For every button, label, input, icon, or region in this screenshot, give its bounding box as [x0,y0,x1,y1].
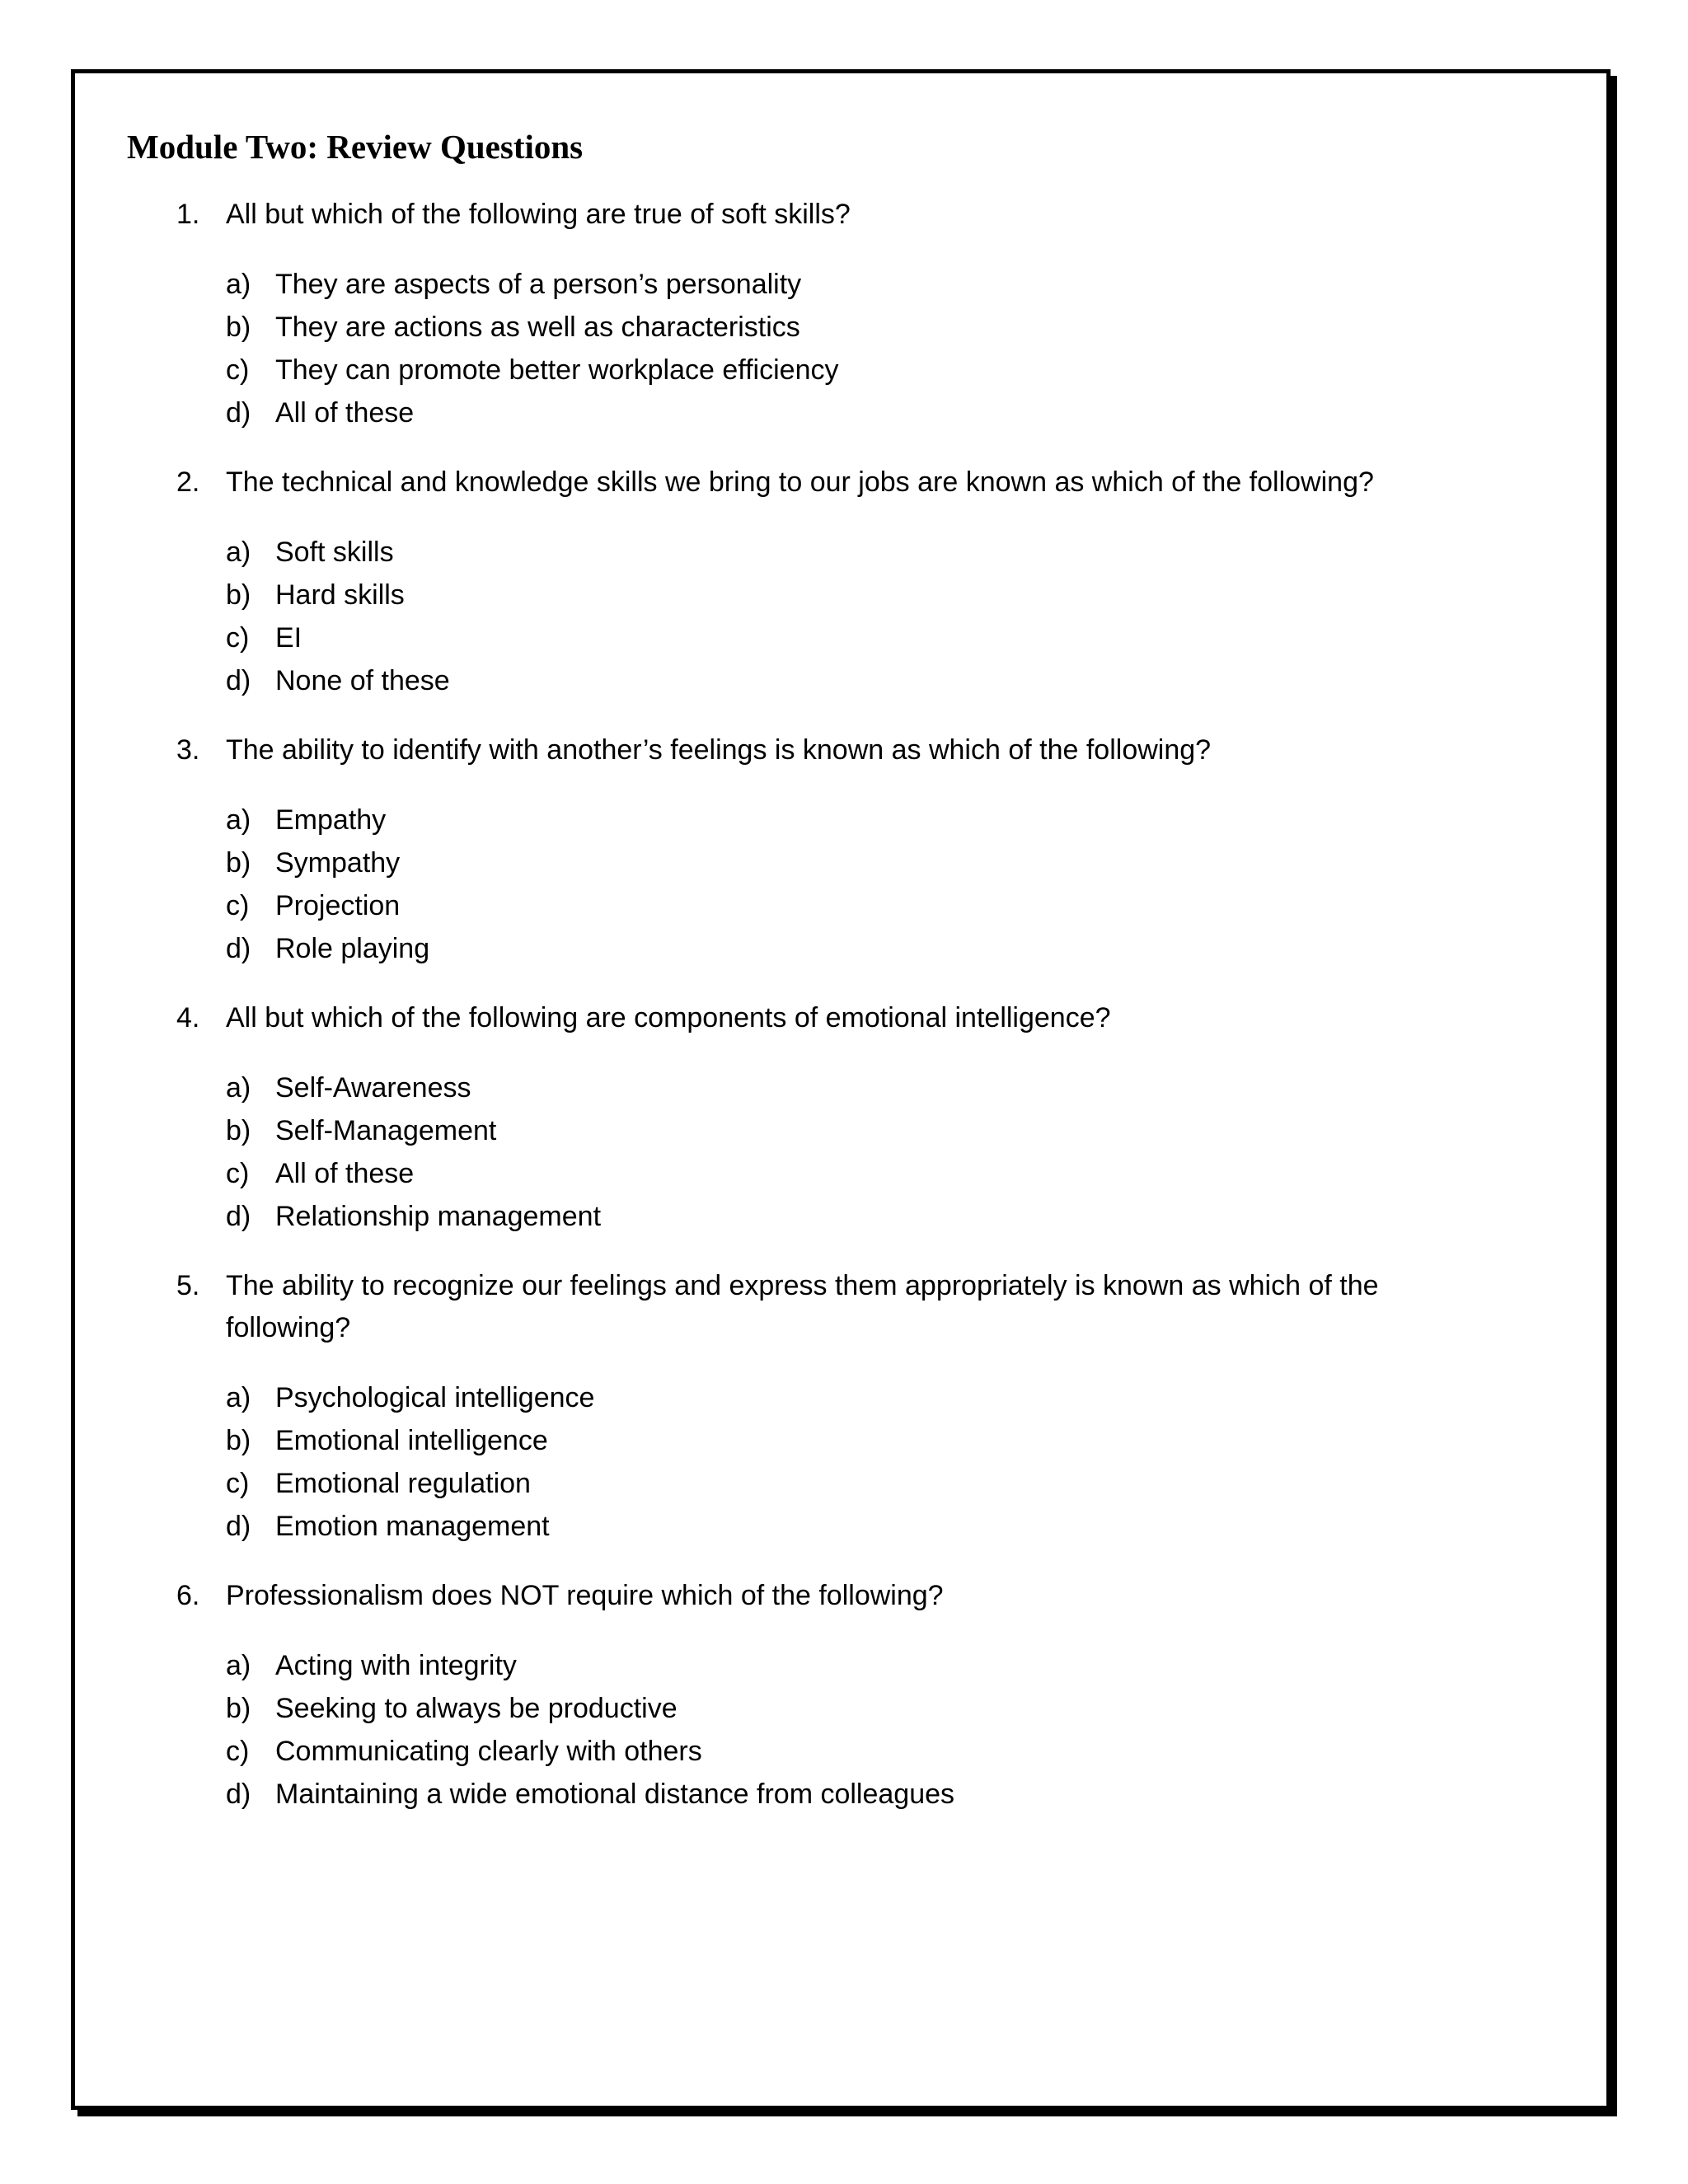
question-3 [176,729,1462,771]
answer-option [226,1687,1462,1730]
option-letter: b) [226,579,251,611]
option-text: Seeking to always be productive [275,1693,678,1724]
option-letter: b) [226,312,251,343]
option-text: Hard skills [275,579,405,611]
answer-options [226,531,1462,702]
option-letter: d) [226,1511,251,1542]
answer-option [226,1109,1462,1152]
question-5 [176,1265,1462,1349]
option-letter: d) [226,1779,251,1810]
option-text: EI [275,622,302,654]
option-letter: d) [226,665,251,696]
option-letter: a) [226,1382,251,1413]
answer-option [226,574,1462,616]
option-text: All of these [275,397,415,429]
option-letter: d) [226,1201,251,1232]
question-number: 6. [176,1580,200,1611]
question-number: 5. [176,1270,200,1301]
question-number: 1. [176,199,200,230]
answer-option [226,659,1462,702]
answer-option [226,884,1462,927]
option-text: Role playing [275,933,430,964]
option-letter: b) [226,847,251,879]
document-content [127,130,1462,1843]
option-text: Emotional regulation [275,1468,531,1499]
option-text: None of these [275,665,450,696]
question-number: 4. [176,1002,200,1033]
option-letter: a) [226,1650,251,1681]
option-text: All of these [275,1158,415,1189]
option-text: They can promote better workplace efficiency [275,354,839,386]
question-text: The ability to recognize our feelings and express them appropriately is known as which of the following? [226,1270,1379,1343]
question-number: 2. [176,466,200,498]
option-text: Projection [275,890,401,921]
option-text: Self-Management [275,1115,497,1146]
option-text: Relationship management [275,1201,602,1232]
question-text: Professionalism does NOT require which of the following? [226,1580,944,1611]
question-text: The technical and knowledge skills we bring to our jobs are known as which of the following? [226,466,1374,498]
option-letter: d) [226,397,251,429]
option-text: Sympathy [275,847,401,879]
answer-option [226,1773,1462,1816]
answer-option [226,841,1462,884]
answer-options [226,799,1462,970]
answer-option [226,927,1462,970]
option-text: They are actions as well as characteristics [275,312,800,343]
answer-option [226,531,1462,574]
option-text: Empathy [275,804,387,836]
option-letter: c) [226,1736,250,1767]
answer-options [226,1066,1462,1238]
option-text: Soft skills [275,537,394,568]
question-text: The ability to identify with another’s feelings is known as which of the following? [226,734,1212,766]
answer-option [226,1730,1462,1773]
option-letter: b) [226,1693,251,1724]
question-1 [176,194,1462,236]
question-list [127,194,1462,1816]
option-letter: c) [226,354,250,386]
answer-option [226,799,1462,841]
option-letter: c) [226,1468,250,1499]
option-letter: a) [226,804,251,836]
answer-options [226,263,1462,434]
answer-option [226,1066,1462,1109]
answer-options [226,1376,1462,1548]
option-letter: d) [226,933,251,964]
page-title: Module Two: Review Questions [127,128,584,166]
option-text: They are aspects of a person’s personality [275,269,802,300]
answer-option [226,306,1462,349]
question-6 [176,1575,1462,1617]
question-4 [176,997,1462,1039]
option-letter: c) [226,1158,250,1189]
option-text: Acting with integrity [275,1650,517,1681]
answer-option [226,1419,1462,1462]
answer-options [226,1644,1462,1816]
answer-option [226,1195,1462,1238]
question-text: All but which of the following are true of soft skills? [226,199,851,230]
answer-option [226,1644,1462,1687]
option-letter: c) [226,890,250,921]
option-text: Psychological intelligence [275,1382,595,1413]
answer-option [226,391,1462,434]
option-letter: c) [226,622,250,654]
answer-option [226,263,1462,306]
answer-option [226,1462,1462,1505]
answer-option [226,616,1462,659]
option-text: Communicating clearly with others [275,1736,702,1767]
answer-option [226,1505,1462,1548]
question-number: 3. [176,734,200,766]
option-letter: a) [226,537,251,568]
question-text: All but which of the following are components of emotional intelligence? [226,1002,1111,1033]
option-letter: b) [226,1115,251,1146]
option-text: Emotion management [275,1511,550,1542]
answer-option [226,1152,1462,1195]
option-letter: a) [226,269,251,300]
option-text: Emotional intelligence [275,1425,548,1456]
option-letter: a) [226,1072,251,1104]
option-letter: b) [226,1425,251,1456]
option-text: Self-Awareness [275,1072,471,1104]
answer-option [226,349,1462,391]
answer-option [226,1376,1462,1419]
question-2 [176,462,1462,504]
option-text: Maintaining a wide emotional distance from colleagues [275,1779,955,1810]
